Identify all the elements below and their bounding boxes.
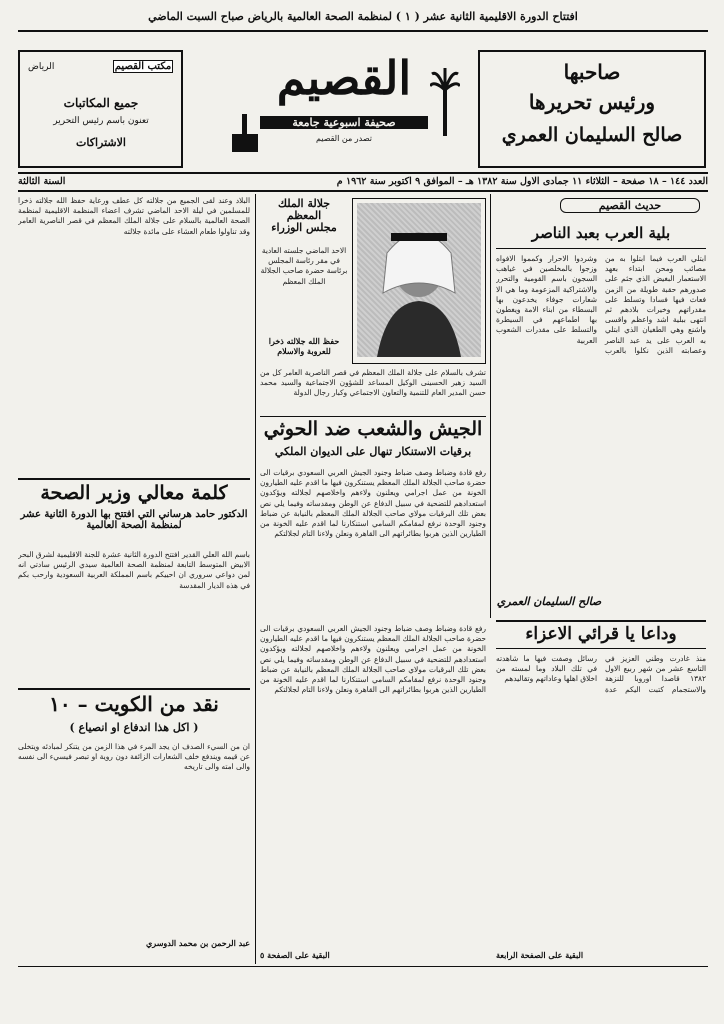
office-line-3: الاشتراكات bbox=[76, 136, 126, 149]
issue-year: السنة الثالثة bbox=[18, 176, 66, 187]
top-banner: افتتاح الدورة الاقليمية الثانية عشر ( ١ ) لمنظمة الصحة العالمية بالرياض صباح السبت الماضي bbox=[148, 10, 578, 23]
masthead-subtitle: صحيفة اسبوعية جامعة bbox=[260, 116, 428, 129]
office-line-1: جميع المكاتبات bbox=[63, 96, 139, 110]
office-line-2: تعنون باسم رئيس التحرير bbox=[53, 116, 149, 126]
palm-tree-icon bbox=[430, 66, 460, 136]
left-body-2: ان من السيء الصدف ان يجد المرء في هذا الزمن من يتنكر لمبادئه ويتخلى عن قيمه ويندفع خلف الشعارات الزائفة دون روية او تبصر فيسيء الى نفسه والى امته والى تاريخه bbox=[18, 742, 250, 772]
left-headline-2: نقد من الكويت – ١٠ bbox=[49, 692, 219, 716]
office-header: مكتب القصيم bbox=[114, 61, 172, 72]
left-info-box bbox=[18, 50, 183, 168]
middle-body-continued: رفع قادة وضباط وصف ضباط وجنود الجيش العربي السعودي برقيات الى حضرة صاحب الجلالة الملك المعظم يستنكرون فيها ما اقدم عليه الطيارون الخونة من عمل اجرامي ويعلنون ولاءهم واخلاصهم لجلالته ويؤكدون استعدادهم للتضحية في سبيل الدفاع عن الوطن ومقدساته وفيما يلي نص بعض تلك البرقيات مولاي صاحب الجلالة الملك المعظم بالنيابة عن ضباط وجنود الوحدة نرفع لمقامكم السامي استنكارنا لما اقدم عليه الخونة من الطيارين الذين هربوا بطائراتهم الى القاهرة ونعلن ولاءنا التام لجلالتكم bbox=[260, 624, 486, 695]
left-subhead-2: ( اكل هذا اندفاع او انصياع ) bbox=[69, 721, 199, 734]
left-signature: عبد الرحمن بن محمد الدوسري bbox=[146, 938, 250, 948]
left-headline-1: كلمة معالي وزير الصحة bbox=[40, 482, 228, 504]
left-body-1: باسم الله العلي القدير افتتح الدورة الثانية عشرة للجنة الاقليمية لشرق البحر الابيض المتوسط التابعة لمنظمة الصحة العالمية سيدي الرئيس سادتي انه لمن دواعي سروري ان احييكم باسم المملكة العربية السعودية وارحب بكم في هذه الديار المقدسة bbox=[18, 550, 250, 590]
middle-body: رفع قادة وضباط وصف ضباط وجنود الجيش العربي السعودي برقيات الى حضرة صاحب الجلالة الملك المعظم يستنكرون فيها ما اقدم عليه الطيارون الخونة من عمل اجرامي ويعلنون ولاءهم واخلاصهم لجلالته ويؤكدون استعدادهم للتضحية في سبيل الدفاع عن الوطن ومقدساته وفيما يلي نص بعض تلك البرقيات مولاي صاحب الجلالة الملك المعظم بالنيابة عن ضباط وجنود الوحدة نرفع لمقامكم السامي استنكارنا لما اقدم عليه الخونة من الطيارين الذين هربوا بطائراتهم الى القاهرة ونعلن ولاءنا التام لجلالتكم bbox=[260, 468, 486, 539]
king-photo-frame bbox=[352, 198, 486, 364]
middle-footer: البقية على الصفحة ٥ bbox=[260, 950, 330, 960]
middle-caption-name: مجلس الوزراء bbox=[271, 221, 337, 234]
owner-line-2: ورئيس تحريرها bbox=[528, 90, 656, 114]
mosque-skyline-icon bbox=[230, 112, 260, 152]
masthead bbox=[230, 46, 458, 174]
farewell-body: منذ غادرت وطني العزيز في التاسع عشر من شهر ربيع الاول ١٣٨٢ قاصدا اوروبا للنزهة والاستجمام كتبت اليكم عدة رسائل وصفت فيها ما شاهدته في تلك البلاد وما لمسته من اخلاق اهلها وعاداتهم وتقاليدهم bbox=[496, 654, 706, 694]
king-photo bbox=[357, 203, 481, 357]
right-column-signature: صالح السليمان العمري bbox=[496, 595, 602, 608]
farewell-headline: وداعا يا قرائي الاعزاء bbox=[525, 624, 677, 644]
issue-dateline: العدد ١٤٤ – ١٨ صفحة – الثلاثاء ١١ جمادى الاول سنة ١٣٨٢ هـ – الموافق ٩ اكتوبر سنة ١٩٦٢ م bbox=[336, 176, 708, 187]
farewell-footer: البقية على الصفحة الرابعة bbox=[496, 950, 584, 960]
owner-line-3: صالح السليمان العمري bbox=[501, 124, 683, 146]
middle-caption-top: جلالة الملك المعظم bbox=[277, 197, 331, 222]
king-portrait-icon bbox=[357, 203, 481, 357]
owner-box bbox=[478, 50, 706, 168]
office-city: الرياض bbox=[28, 62, 55, 72]
middle-lead-body: تشرف بالسلام على جلالة الملك المعظم في قصر الناصرية العامر كل من السيد زهير الحسينى الوكيل المساعد للشؤون الاجتماعية والسيد محمد حسن المدير العام للتنمية والتعاون الاجتماعي وكبار رجال الدولة bbox=[260, 368, 486, 398]
right-column-headline: بلية العرب بعبد الناصر bbox=[531, 224, 671, 242]
middle-caption-bottom: حفظ الله جلالته ذخرا للعروبة والاسلام bbox=[268, 336, 340, 356]
right-column-label: حديث القصيم bbox=[560, 198, 700, 213]
middle-side-text: الاحد الماضي جلسته العادية في مقر رئاسة المجلس برئاسة حضرة صاحب الجلالة الملك المعظم bbox=[260, 246, 348, 286]
owner-line-1: صاحبها bbox=[563, 60, 621, 84]
middle-subhead: برقيات الاستنكار تنهال على الديوان الملكي bbox=[274, 445, 472, 458]
left-subhead-1: الدكتور حامد هرساني التي افتتح بها الدورة الثانية عشر لمنظمة الصحة العالمية bbox=[20, 509, 248, 531]
right-column-body: ابتلي العرب فيما ابتلوا به من مصائب ومحن ابتداء بعهد الاستعمار البغيض الذي جثم على صدورهم حقبة طويلة من الزمن فعاث فيها فسادا وتسلط على مقدراتهم وخيرات بلادهم ثم انتهى ببلية اشد واعظم واقسى واشنع وهي الطغيان الذي ابتلي به العرب على يد عبد الناصر وعصابته الذين نكلوا بالعرب وشردوا الاحرار وكمموا الافواه وزجوا بالمخلصين في غياهب السجون باسم القومية والتحرر والاشتراكية المزعومة وما هي الا شعارات جوفاء يخدعون بها البسطاء من ابناء الامة ويغطون بها اطماعهم في السيطرة والتسلط على مقدرات الشعوب العربية bbox=[496, 254, 706, 355]
masthead-tagline: تصدر من القصيم bbox=[315, 134, 373, 143]
masthead-title: القصيم bbox=[276, 51, 412, 105]
middle-headline: الجيش والشعب ضد الحوثي bbox=[263, 418, 483, 440]
left-lead-body: البلاد وعند لقى الجميع من جلالته كل عطف ورعاية حفظ الله جلالته ذخرا للمسلمين في ليلة الاحد الماضي تشرف اعضاء المنظمة الاقليمية لمنظمة الصحة العالمية بالسلام على جلالة الملك المعظم في قصر الناصرية العامر وقد تناولوا طعام العشاء على مائدة جلالته bbox=[18, 196, 250, 236]
